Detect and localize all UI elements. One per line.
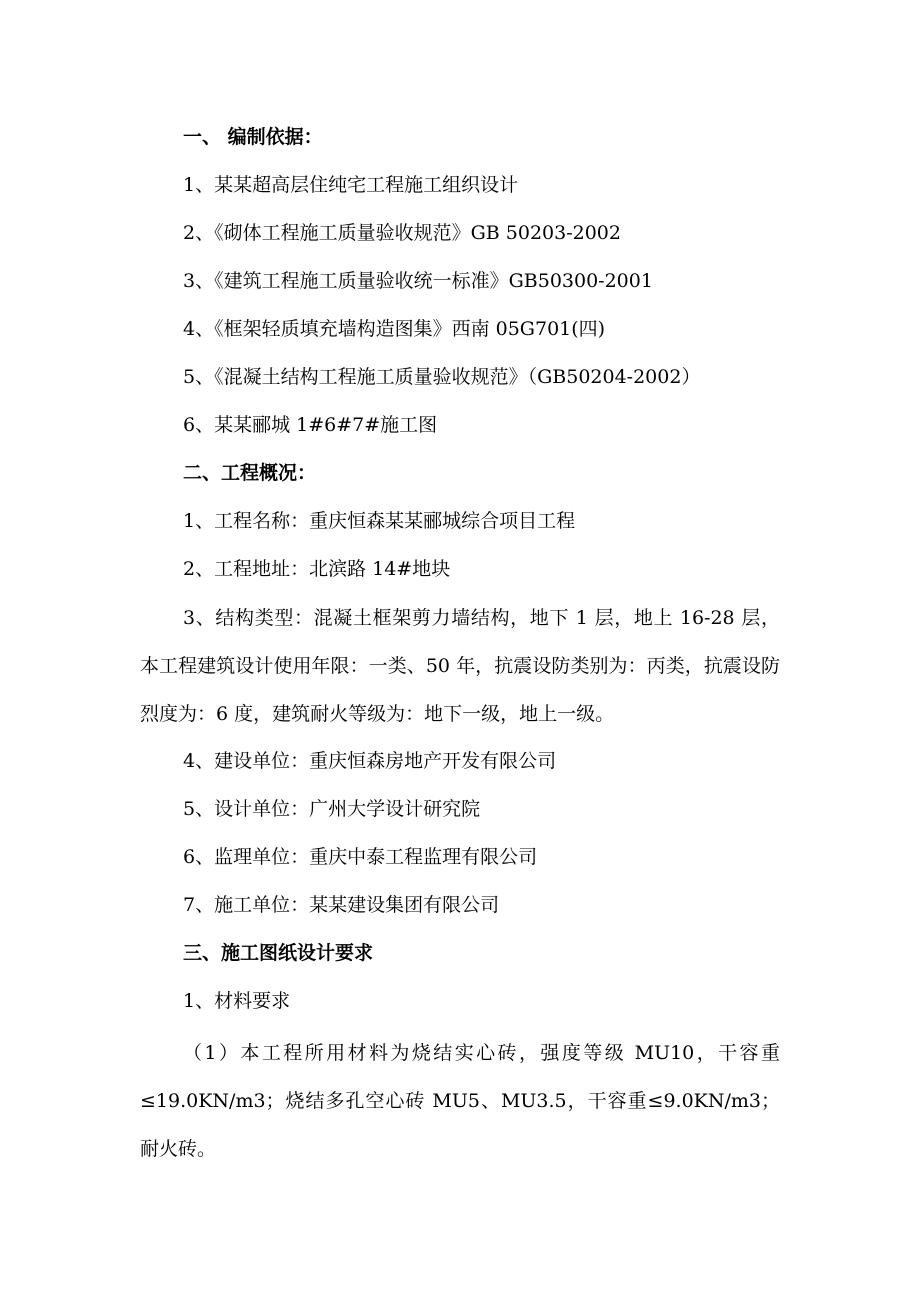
overview-item-4: 4、建设单位：重庆恒森房地产开发有限公司 <box>183 750 557 772</box>
requirements-item-1-1: （1）本工程所用材料为烧结实心砖，强度等级 MU10，干容重≤19.0KN/m3；烧结多孔空心砖 MU5、MU3.5，干容重≤9.0KN/m3；耐火砖。 <box>140 1042 780 1160</box>
section-heading-basis: 一、 编制依据： <box>183 126 323 148</box>
section-heading-overview: 二、工程概况： <box>183 462 317 484</box>
basis-item-1: 1、某某超高层住纯宅工程施工组织设计 <box>183 174 519 196</box>
basis-item-6: 6、某某郦城 1#6#7#施工图 <box>183 414 438 436</box>
overview-item-7: 7、施工单位：某某建设集团有限公司 <box>183 894 500 916</box>
basis-item-4: 4、《框架轻质填充墙构造图集》西南 05G701(四) <box>183 318 606 340</box>
overview-item-5: 5、设计单位：广州大学设计研究院 <box>183 798 481 820</box>
basis-item-3: 3、《建筑工程施工质量验收统一标准》GB50300-2001 <box>183 270 653 292</box>
overview-item-1: 1、工程名称：重庆恒森某某郦城综合项目工程 <box>183 510 576 532</box>
overview-item-2: 2、工程地址：北滨路 14#地块 <box>183 558 451 580</box>
overview-item-3: 3、结构类型：混凝土框架剪力墙结构，地下 1 层，地上 16-28 层，本工程建筑设计使用年限：一类、50 年，抗震设防类别为：丙类，抗震设防烈度为：6 度，建筑耐火等级为：地下一级，地上一级。 <box>140 607 780 725</box>
requirements-item-1: 1、材料要求 <box>183 990 291 1012</box>
section-heading-requirements: 三、施工图纸设计要求 <box>183 942 374 964</box>
overview-item-6: 6、监理单位：重庆中泰工程监理有限公司 <box>183 846 538 868</box>
basis-item-2: 2、《砌体工程施工质量验收规范》GB 50203-2002 <box>183 222 621 244</box>
basis-item-5: 5、《混凝土结构工程施工质量验收规范》（GB50204-2002） <box>183 366 701 388</box>
